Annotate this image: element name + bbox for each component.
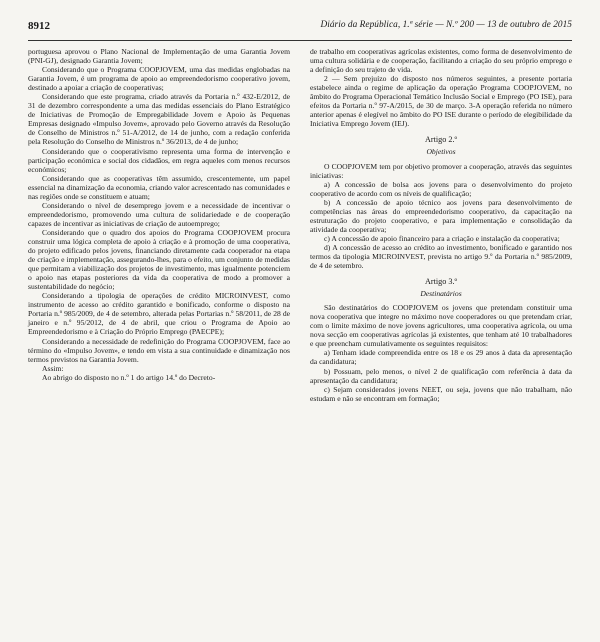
- right-column: [310, 47, 572, 403]
- article-2-heading: Artigo 2.º: [424, 135, 458, 145]
- article-3-paragraph: b) Possuam, pelo menos, o nível 2 de qualificação com referência à data da apresentação da candidatura;: [310, 366, 572, 385]
- running-title: Diário da República, 1.ª série — N.º 200 — 13 de outubro de 2015: [320, 20, 572, 30]
- page-header: [28, 20, 572, 38]
- left-column: [28, 47, 290, 382]
- article-3-body: [310, 303, 572, 403]
- header-rule: [28, 40, 572, 41]
- paragraph: Assim:: [42, 363, 64, 373]
- article-2-paragraph: b) A concessão de apoio técnico aos jovens para desenvolvimento de competências nas áreas do empreendedorismo cooperativo, da capacitação na estruturação do projeto cooperativo, e para implementação e consolidação da atividade da cooperativa;: [310, 197, 572, 234]
- paragraph: Ao abrigo do disposto no n.º 1 do artigo 14.º do Decreto-: [42, 372, 216, 382]
- paragraph: Considerando que o cooperativismo representa uma forma de intervenção e participação económica e social dos cidadãos, em regra aqueles com menos recursos económicos;: [28, 146, 290, 174]
- paragraph: 2 — Sem prejuízo do disposto nos números seguintes, a presente portaria estabelece ainda o regime de aplicação da operação Programa COOPJOVEM, no âmbito do Programa Operacional Temático Inclusão Social e Emprego (PO ISE), para efeitos da Portaria n.º 97-A/2015, de 30 de março. 3-A operação referida no número anterior apenas é elegível no âmbito do PO ISE durante o período de elegibilidade da Iniciativa Emprego Jovem (IEJ).: [310, 74, 572, 129]
- article-2-paragraph: d) A concessão de acesso ao crédito ao investimento, bonificado e garantido nos termos da tipologia MICROINVEST, prevista no artigo 9.º da Portaria n.º 985/2009, de 4 de setembro.: [310, 242, 572, 271]
- article-3-heading: Artigo 3.º: [424, 277, 458, 287]
- article-2-paragraph: O COOPJOVEM tem por objetivo promover a cooperação, através das seguintes iniciativas:: [310, 161, 572, 180]
- paragraph: Considerando que as cooperativas têm assumido, crescentemente, um papel essencial na dinamização da economia, criando valor acrescentado nas comunidades e nas regiões onde se constituem e atuam;: [28, 173, 290, 201]
- article-3-paragraph: c) Sejam considerados jovens NEET, ou seja, jovens que não trabalham, não estudam e não se encontram em formação;: [310, 384, 572, 403]
- paragraph: Considerando o nível de desemprego jovem e a necessidade de incentivar o empreendedorismo, promovendo uma cultura de solidariedade e de cooperação capazes de incentivar as iniciativas de criação de autoemprego;: [28, 200, 290, 228]
- article-3-paragraph: a) Tenham idade compreendida entre os 18 e os 29 anos à data da apresentação da candidatura;: [310, 348, 572, 367]
- right-intro: [310, 47, 572, 128]
- article-2-paragraph: c) A concessão de apoio financeiro para a criação e instalação da cooperativa;: [324, 233, 560, 243]
- article-3-paragraph: São destinatários do COOPJOVEM os jovens que pretendam constituir uma nova cooperativa que integre no máximo nove cooperadores ou que pretendam criar, com o limite máximo de nove jovens agricultores, uma cooperativa agrícola, ou uma nova secção em cooperativas agrícolas já existentes, que tenham até 10 trabalhadores e que preencham cumulativamente os seguintes requisitos:: [310, 303, 572, 349]
- paragraph: portuguesa aprovou o Plano Nacional de Implementação de uma Garantia Jovem (PNI-GJ), designado Garantia Jovem;: [28, 47, 290, 66]
- article-3-title: Destinatários: [420, 289, 462, 299]
- article-2-paragraph: a) A concessão de bolsa aos jovens para o desenvolvimento do projeto cooperativo de acordo com os níveis de qualificação;: [310, 179, 572, 198]
- paragraph: Considerando que o quadro dos apoios do Programa COOPJOVEM procura construir uma lógica completa de apoio à criação e à promoção de uma cooperativa, do projeto edificado pelos jovens, financiando diretamente cada cooperador na etapa de criação e implementação, assegurando-lhes, para o efeito, um conjunto de medidas que permitam a viabilização dos projetos de investimento, mas igualmente potenciem o apoio nas etapas posteriores da vida da cooperativa de modo a promover a sustentabilidade do negócio;: [28, 227, 290, 292]
- paragraph: Considerando que este programa, criado através da Portaria n.º 432-E/2012, de 31 de dezembro correspondente a uma das medidas essenciais do Plano Estratégico de Iniciativas de Promoção de Empregabilidade Jovem e Apoio às Pequenas Empresas designado «Impulso Jovem», aprovado pelo Governo através da Resolução de Conselho de Ministros n.º 51-A/2012, de 14 de junho, com a redação conferida pela Resolução do Conselho de Ministros n.º 36/2013, de 4 de junho;: [28, 92, 290, 147]
- paragraph: Considerando a tipologia de operações de crédito MICROINVEST, como instrumento de acesso ao crédito garantido e bonificado, conforme o disposto na Portaria n.º 985/2009, de 4 de setembro, alterada pelas Portarias n.º 58/2011, de 28 de janeiro e n.º 95/2012, de 4 de abril, que criou o Programa de Apoio ao Empreendedorismo e à Criação do Próprio Emprego (PAECPE);: [28, 291, 290, 337]
- paragraph: Considerando que o Programa COOPJOVEM, uma das medidas englobadas na Garantia Jovem, é um programa de apoio ao empreendedorismo cooperativo jovem, destinado a apoiar a criação de cooperativas;: [28, 65, 290, 93]
- article-2-title: Objetivos: [426, 147, 456, 157]
- page-number: 8912: [28, 20, 50, 32]
- paragraph: Considerando a necessidade de redefinição do Programa COOPJOVEM, face ao término do «Impulso Jovem», e tendo em vista a sua continuidade e dinamização nos termos previstos na Garantia Jovem.: [28, 336, 290, 364]
- paragraph: de trabalho em cooperativas agrícolas existentes, como forma de desenvolvimento de uma cultura solidária e de cooperação, facilitando a criação do seu próprio emprego e a definição do seu trajeto de vida.: [310, 47, 572, 75]
- article-2-body: [310, 162, 572, 271]
